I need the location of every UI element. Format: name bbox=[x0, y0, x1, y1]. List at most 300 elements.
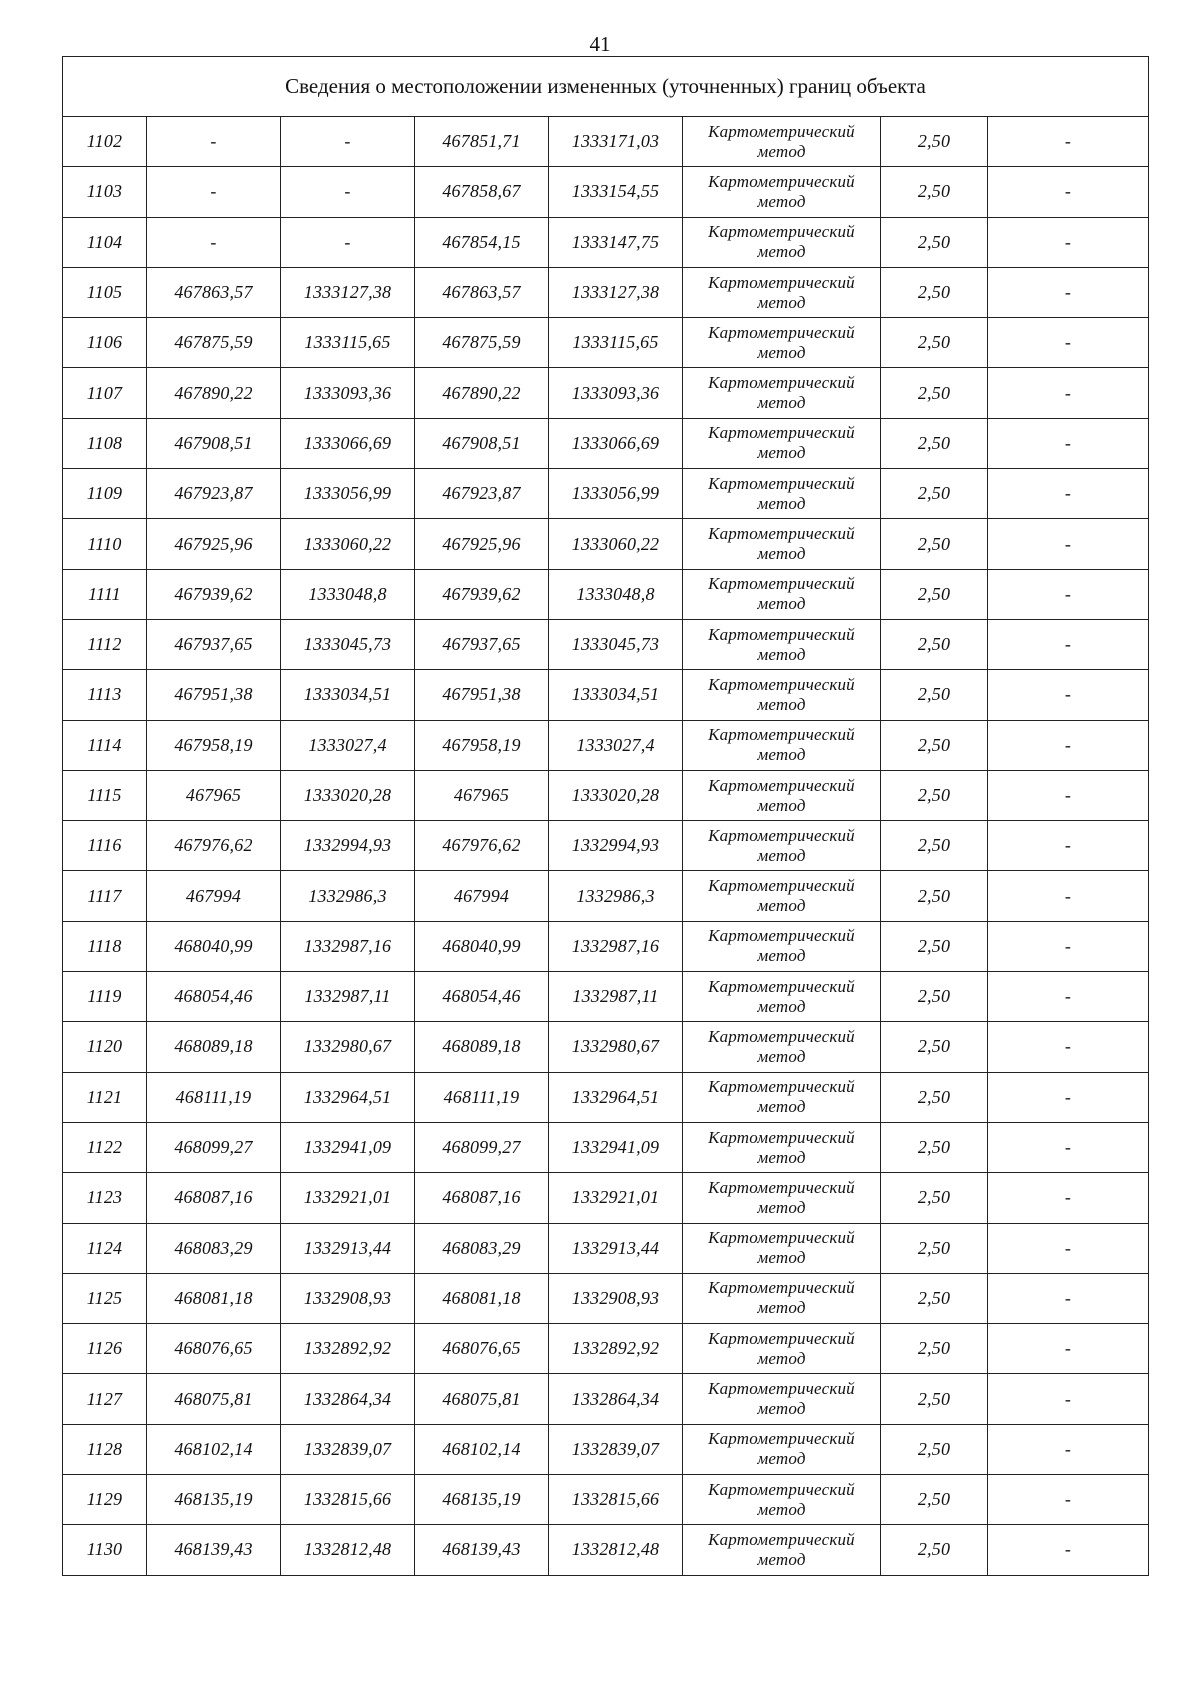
note-cell: - bbox=[988, 368, 1149, 418]
y-old-cell: 1333048,8 bbox=[281, 569, 415, 619]
method-line-1: Картометрический bbox=[708, 1228, 855, 1248]
table-row bbox=[63, 1525, 1149, 1575]
method-line-1: Картометрический bbox=[708, 1529, 855, 1549]
y-old-cell: 1333027,4 bbox=[281, 720, 415, 770]
y-new-cell: 1333060,22 bbox=[549, 519, 683, 569]
note-cell: - bbox=[988, 217, 1149, 267]
accuracy-cell: 2,50 bbox=[881, 117, 988, 167]
y-new-cell: 1333154,55 bbox=[549, 167, 683, 217]
method-line-2: метод bbox=[757, 191, 806, 211]
x-new-cell: 468087,16 bbox=[415, 1173, 549, 1223]
accuracy-cell: 2,50 bbox=[881, 770, 988, 820]
table-header-row bbox=[63, 57, 1149, 117]
x-old-cell: 467965 bbox=[147, 770, 281, 820]
method-cell bbox=[683, 418, 881, 468]
point-number-cell: 1129 bbox=[63, 1475, 147, 1525]
table-row bbox=[63, 167, 1149, 217]
x-new-cell: 468083,29 bbox=[415, 1223, 549, 1273]
method-cell bbox=[683, 770, 881, 820]
method-line-1: Картометрический bbox=[708, 1077, 855, 1097]
method-line-2: метод bbox=[757, 845, 806, 865]
x-new-cell: 468076,65 bbox=[415, 1324, 549, 1374]
y-old-cell: 1332815,66 bbox=[281, 1475, 415, 1525]
y-old-cell: - bbox=[281, 167, 415, 217]
method-line-1: Картометрический bbox=[708, 1278, 855, 1298]
note-cell: - bbox=[988, 1374, 1149, 1424]
point-number-cell: 1130 bbox=[63, 1525, 147, 1575]
x-old-cell: 468054,46 bbox=[147, 972, 281, 1022]
note-cell: - bbox=[988, 770, 1149, 820]
note-cell: - bbox=[988, 972, 1149, 1022]
method-line-2: метод bbox=[757, 1499, 806, 1519]
accuracy-cell: 2,50 bbox=[881, 1173, 988, 1223]
method-line-1: Картометрический bbox=[708, 1328, 855, 1348]
point-number-cell: 1117 bbox=[63, 871, 147, 921]
method-cell bbox=[683, 1223, 881, 1273]
method-line-1: Картометрический bbox=[708, 524, 855, 544]
y-new-cell: 1332864,34 bbox=[549, 1374, 683, 1424]
method-line-1: Картометрический bbox=[708, 976, 855, 996]
y-new-cell: 1333066,69 bbox=[549, 418, 683, 468]
y-old-cell: 1333045,73 bbox=[281, 619, 415, 669]
note-cell: - bbox=[988, 1424, 1149, 1474]
note-cell: - bbox=[988, 670, 1149, 720]
note-cell: - bbox=[988, 821, 1149, 871]
point-number-cell: 1120 bbox=[63, 1022, 147, 1072]
x-new-cell: 467976,62 bbox=[415, 821, 549, 871]
x-old-cell: 467923,87 bbox=[147, 469, 281, 519]
table-body bbox=[63, 57, 1149, 1576]
method-line-2: метод bbox=[757, 544, 806, 564]
note-cell: - bbox=[988, 569, 1149, 619]
table-row bbox=[63, 720, 1149, 770]
x-new-cell: 468102,14 bbox=[415, 1424, 549, 1474]
method-line-2: метод bbox=[757, 896, 806, 916]
table-row bbox=[63, 619, 1149, 669]
y-old-cell: 1332864,34 bbox=[281, 1374, 415, 1424]
y-old-cell: 1333034,51 bbox=[281, 670, 415, 720]
method-line-2: метод bbox=[757, 1298, 806, 1318]
y-old-cell: 1332921,01 bbox=[281, 1173, 415, 1223]
accuracy-cell: 2,50 bbox=[881, 1022, 988, 1072]
method-cell bbox=[683, 619, 881, 669]
x-old-cell: 467908,51 bbox=[147, 418, 281, 468]
point-number-cell: 1125 bbox=[63, 1273, 147, 1323]
y-old-cell: 1332964,51 bbox=[281, 1072, 415, 1122]
y-old-cell: 1332987,16 bbox=[281, 921, 415, 971]
x-new-cell: 467875,59 bbox=[415, 318, 549, 368]
note-cell: - bbox=[988, 519, 1149, 569]
method-line-2: метод bbox=[757, 996, 806, 1016]
x-old-cell: 467875,59 bbox=[147, 318, 281, 368]
accuracy-cell: 2,50 bbox=[881, 1525, 988, 1575]
x-new-cell: 468075,81 bbox=[415, 1374, 549, 1424]
y-new-cell: 1332908,93 bbox=[549, 1273, 683, 1323]
table-row bbox=[63, 267, 1149, 317]
accuracy-cell: 2,50 bbox=[881, 167, 988, 217]
y-old-cell: 1333115,65 bbox=[281, 318, 415, 368]
method-line-1: Картометрический bbox=[708, 1429, 855, 1449]
x-old-cell: 468135,19 bbox=[147, 1475, 281, 1525]
x-new-cell: 468111,19 bbox=[415, 1072, 549, 1122]
method-line-1: Картометрический bbox=[708, 222, 855, 242]
y-new-cell: 1332987,16 bbox=[549, 921, 683, 971]
method-cell bbox=[683, 217, 881, 267]
table-row bbox=[63, 217, 1149, 267]
method-cell bbox=[683, 1072, 881, 1122]
y-new-cell: 1332921,01 bbox=[549, 1173, 683, 1223]
method-line-2: метод bbox=[757, 745, 806, 765]
method-cell bbox=[683, 117, 881, 167]
x-old-cell: 468099,27 bbox=[147, 1122, 281, 1172]
x-old-cell: 467951,38 bbox=[147, 670, 281, 720]
method-line-2: метод bbox=[757, 1097, 806, 1117]
y-old-cell: 1333060,22 bbox=[281, 519, 415, 569]
method-line-2: метод bbox=[757, 141, 806, 161]
x-old-cell: 468111,19 bbox=[147, 1072, 281, 1122]
y-new-cell: 1333115,65 bbox=[549, 318, 683, 368]
note-cell: - bbox=[988, 720, 1149, 770]
table-row bbox=[63, 1173, 1149, 1223]
point-number-cell: 1105 bbox=[63, 267, 147, 317]
method-line-1: Картометрический bbox=[708, 725, 855, 745]
point-number-cell: 1108 bbox=[63, 418, 147, 468]
y-new-cell: 1333171,03 bbox=[549, 117, 683, 167]
accuracy-cell: 2,50 bbox=[881, 619, 988, 669]
method-cell bbox=[683, 821, 881, 871]
method-line-1: Картометрический bbox=[708, 1177, 855, 1197]
x-old-cell: 468087,16 bbox=[147, 1173, 281, 1223]
accuracy-cell: 2,50 bbox=[881, 1324, 988, 1374]
method-cell bbox=[683, 267, 881, 317]
point-number-cell: 1126 bbox=[63, 1324, 147, 1374]
note-cell: - bbox=[988, 1475, 1149, 1525]
method-line-2: метод bbox=[757, 242, 806, 262]
point-number-cell: 1111 bbox=[63, 569, 147, 619]
y-new-cell: 1333048,8 bbox=[549, 569, 683, 619]
y-new-cell: 1333045,73 bbox=[549, 619, 683, 669]
y-new-cell: 1332839,07 bbox=[549, 1424, 683, 1474]
method-cell bbox=[683, 318, 881, 368]
method-line-2: метод bbox=[757, 1549, 806, 1569]
accuracy-cell: 2,50 bbox=[881, 569, 988, 619]
table-row bbox=[63, 519, 1149, 569]
accuracy-cell: 2,50 bbox=[881, 1223, 988, 1273]
method-line-2: метод bbox=[757, 443, 806, 463]
table-row bbox=[63, 368, 1149, 418]
method-line-2: метод bbox=[757, 342, 806, 362]
method-cell bbox=[683, 1173, 881, 1223]
note-cell: - bbox=[988, 418, 1149, 468]
x-new-cell: 467890,22 bbox=[415, 368, 549, 418]
accuracy-cell: 2,50 bbox=[881, 1475, 988, 1525]
accuracy-cell: 2,50 bbox=[881, 972, 988, 1022]
x-old-cell: 468102,14 bbox=[147, 1424, 281, 1474]
x-new-cell: 468054,46 bbox=[415, 972, 549, 1022]
point-number-cell: 1116 bbox=[63, 821, 147, 871]
x-new-cell: 467937,65 bbox=[415, 619, 549, 669]
x-new-cell: 467958,19 bbox=[415, 720, 549, 770]
table-row bbox=[63, 1122, 1149, 1172]
y-old-cell: 1333066,69 bbox=[281, 418, 415, 468]
method-cell bbox=[683, 1374, 881, 1424]
x-old-cell: 468081,18 bbox=[147, 1273, 281, 1323]
method-line-1: Картометрический bbox=[708, 876, 855, 896]
table-row bbox=[63, 821, 1149, 871]
x-new-cell: 467951,38 bbox=[415, 670, 549, 720]
x-new-cell: 467994 bbox=[415, 871, 549, 921]
x-old-cell: 467976,62 bbox=[147, 821, 281, 871]
x-old-cell: 468076,65 bbox=[147, 1324, 281, 1374]
method-cell bbox=[683, 569, 881, 619]
x-new-cell: 468099,27 bbox=[415, 1122, 549, 1172]
table-row bbox=[63, 871, 1149, 921]
x-old-cell: 468083,29 bbox=[147, 1223, 281, 1273]
x-new-cell: 467939,62 bbox=[415, 569, 549, 619]
y-new-cell: 1332986,3 bbox=[549, 871, 683, 921]
point-number-cell: 1102 bbox=[63, 117, 147, 167]
method-cell bbox=[683, 1022, 881, 1072]
accuracy-cell: 2,50 bbox=[881, 670, 988, 720]
y-new-cell: 1332994,93 bbox=[549, 821, 683, 871]
table-row bbox=[63, 921, 1149, 971]
x-old-cell: 467937,65 bbox=[147, 619, 281, 669]
y-new-cell: 1333027,4 bbox=[549, 720, 683, 770]
method-line-1: Картометрический bbox=[708, 674, 855, 694]
x-old-cell: 467925,96 bbox=[147, 519, 281, 569]
method-line-1: Картометрический bbox=[708, 322, 855, 342]
x-new-cell: 467965 bbox=[415, 770, 549, 820]
table-row bbox=[63, 1022, 1149, 1072]
point-number-cell: 1127 bbox=[63, 1374, 147, 1424]
point-number-cell: 1119 bbox=[63, 972, 147, 1022]
accuracy-cell: 2,50 bbox=[881, 720, 988, 770]
point-number-cell: 1107 bbox=[63, 368, 147, 418]
note-cell: - bbox=[988, 921, 1149, 971]
y-new-cell: 1333020,28 bbox=[549, 770, 683, 820]
method-line-2: метод bbox=[757, 493, 806, 513]
point-number-cell: 1122 bbox=[63, 1122, 147, 1172]
point-number-cell: 1124 bbox=[63, 1223, 147, 1273]
y-old-cell: 1332908,93 bbox=[281, 1273, 415, 1323]
table-row bbox=[63, 469, 1149, 519]
x-new-cell: 468081,18 bbox=[415, 1273, 549, 1323]
method-cell bbox=[683, 972, 881, 1022]
table-row bbox=[63, 418, 1149, 468]
y-old-cell: 1332980,67 bbox=[281, 1022, 415, 1072]
accuracy-cell: 2,50 bbox=[881, 368, 988, 418]
method-cell bbox=[683, 519, 881, 569]
y-new-cell: 1333056,99 bbox=[549, 469, 683, 519]
method-line-2: метод bbox=[757, 1348, 806, 1368]
x-new-cell: 468135,19 bbox=[415, 1475, 549, 1525]
y-new-cell: 1333093,36 bbox=[549, 368, 683, 418]
y-new-cell: 1333127,38 bbox=[549, 267, 683, 317]
x-new-cell: 467858,67 bbox=[415, 167, 549, 217]
x-new-cell: 468040,99 bbox=[415, 921, 549, 971]
note-cell: - bbox=[988, 1223, 1149, 1273]
y-new-cell: 1332987,11 bbox=[549, 972, 683, 1022]
y-old-cell: 1332986,3 bbox=[281, 871, 415, 921]
note-cell: - bbox=[988, 1324, 1149, 1374]
y-new-cell: 1332964,51 bbox=[549, 1072, 683, 1122]
accuracy-cell: 2,50 bbox=[881, 1424, 988, 1474]
method-cell bbox=[683, 1324, 881, 1374]
method-cell bbox=[683, 1475, 881, 1525]
method-line-1: Картометрический bbox=[708, 272, 855, 292]
method-line-1: Картометрический bbox=[708, 1379, 855, 1399]
x-old-cell: 467890,22 bbox=[147, 368, 281, 418]
table-row bbox=[63, 1324, 1149, 1374]
x-old-cell: 468139,43 bbox=[147, 1525, 281, 1575]
method-line-1: Картометрический bbox=[708, 1127, 855, 1147]
note-cell: - bbox=[988, 117, 1149, 167]
method-line-1: Картометрический bbox=[708, 473, 855, 493]
method-line-1: Картометрический bbox=[708, 423, 855, 443]
note-cell: - bbox=[988, 619, 1149, 669]
method-cell bbox=[683, 871, 881, 921]
y-old-cell: 1332941,09 bbox=[281, 1122, 415, 1172]
accuracy-cell: 2,50 bbox=[881, 318, 988, 368]
method-line-1: Картометрический bbox=[708, 1026, 855, 1046]
y-new-cell: 1333147,75 bbox=[549, 217, 683, 267]
method-line-2: метод bbox=[757, 1046, 806, 1066]
method-line-2: метод bbox=[757, 292, 806, 312]
accuracy-cell: 2,50 bbox=[881, 871, 988, 921]
note-cell: - bbox=[988, 1022, 1149, 1072]
y-new-cell: 1332980,67 bbox=[549, 1022, 683, 1072]
y-old-cell: 1333020,28 bbox=[281, 770, 415, 820]
point-number-cell: 1103 bbox=[63, 167, 147, 217]
accuracy-cell: 2,50 bbox=[881, 1122, 988, 1172]
note-cell: - bbox=[988, 871, 1149, 921]
point-number-cell: 1123 bbox=[63, 1173, 147, 1223]
method-cell bbox=[683, 469, 881, 519]
method-cell bbox=[683, 921, 881, 971]
method-cell bbox=[683, 368, 881, 418]
table-row bbox=[63, 1475, 1149, 1525]
x-new-cell: 467925,96 bbox=[415, 519, 549, 569]
x-old-cell: 468075,81 bbox=[147, 1374, 281, 1424]
accuracy-cell: 2,50 bbox=[881, 821, 988, 871]
method-line-2: метод bbox=[757, 1248, 806, 1268]
method-cell bbox=[683, 670, 881, 720]
note-cell: - bbox=[988, 1525, 1149, 1575]
y-old-cell: - bbox=[281, 217, 415, 267]
y-new-cell: 1332913,44 bbox=[549, 1223, 683, 1273]
y-old-cell: 1332839,07 bbox=[281, 1424, 415, 1474]
accuracy-cell: 2,50 bbox=[881, 1374, 988, 1424]
x-old-cell: - bbox=[147, 167, 281, 217]
note-cell: - bbox=[988, 267, 1149, 317]
method-line-2: метод bbox=[757, 393, 806, 413]
point-number-cell: 1115 bbox=[63, 770, 147, 820]
y-old-cell: - bbox=[281, 117, 415, 167]
x-new-cell: 467923,87 bbox=[415, 469, 549, 519]
x-new-cell: 467854,15 bbox=[415, 217, 549, 267]
method-line-1: Картометрический bbox=[708, 624, 855, 644]
point-number-cell: 1104 bbox=[63, 217, 147, 267]
method-line-2: метод bbox=[757, 594, 806, 614]
method-cell bbox=[683, 167, 881, 217]
table-row bbox=[63, 117, 1149, 167]
y-old-cell: 1333056,99 bbox=[281, 469, 415, 519]
note-cell: - bbox=[988, 469, 1149, 519]
x-old-cell: 468089,18 bbox=[147, 1022, 281, 1072]
y-old-cell: 1332892,92 bbox=[281, 1324, 415, 1374]
method-line-1: Картометрический bbox=[708, 373, 855, 393]
x-old-cell: 467863,57 bbox=[147, 267, 281, 317]
x-new-cell: 468089,18 bbox=[415, 1022, 549, 1072]
y-new-cell: 1333034,51 bbox=[549, 670, 683, 720]
method-line-1: Картометрический bbox=[708, 926, 855, 946]
method-cell bbox=[683, 720, 881, 770]
point-number-cell: 1110 bbox=[63, 519, 147, 569]
method-line-2: метод bbox=[757, 1449, 806, 1469]
note-cell: - bbox=[988, 1122, 1149, 1172]
method-line-2: метод bbox=[757, 946, 806, 966]
x-old-cell: 467994 bbox=[147, 871, 281, 921]
accuracy-cell: 2,50 bbox=[881, 1072, 988, 1122]
accuracy-cell: 2,50 bbox=[881, 267, 988, 317]
method-line-1: Картометрический bbox=[708, 171, 855, 191]
method-line-1: Картометрический bbox=[708, 825, 855, 845]
table-row bbox=[63, 1424, 1149, 1474]
y-old-cell: 1333127,38 bbox=[281, 267, 415, 317]
table-row bbox=[63, 972, 1149, 1022]
x-old-cell: - bbox=[147, 217, 281, 267]
method-line-1: Картометрический bbox=[708, 121, 855, 141]
y-old-cell: 1333093,36 bbox=[281, 368, 415, 418]
x-new-cell: 467851,71 bbox=[415, 117, 549, 167]
method-line-2: метод bbox=[757, 795, 806, 815]
point-number-cell: 1118 bbox=[63, 921, 147, 971]
table-row bbox=[63, 1072, 1149, 1122]
table-row bbox=[63, 569, 1149, 619]
y-new-cell: 1332815,66 bbox=[549, 1475, 683, 1525]
accuracy-cell: 2,50 bbox=[881, 418, 988, 468]
method-line-2: метод bbox=[757, 1147, 806, 1167]
method-line-2: метод bbox=[757, 1197, 806, 1217]
table-row bbox=[63, 770, 1149, 820]
method-cell bbox=[683, 1122, 881, 1172]
x-new-cell: 467908,51 bbox=[415, 418, 549, 468]
point-number-cell: 1128 bbox=[63, 1424, 147, 1474]
table-row bbox=[63, 670, 1149, 720]
point-number-cell: 1121 bbox=[63, 1072, 147, 1122]
accuracy-cell: 2,50 bbox=[881, 469, 988, 519]
table-row bbox=[63, 1273, 1149, 1323]
note-cell: - bbox=[988, 167, 1149, 217]
method-line-1: Картометрический bbox=[708, 1479, 855, 1499]
note-cell: - bbox=[988, 1273, 1149, 1323]
x-old-cell: 467958,19 bbox=[147, 720, 281, 770]
method-line-1: Картометрический bbox=[708, 775, 855, 795]
point-number-cell: 1109 bbox=[63, 469, 147, 519]
y-new-cell: 1332941,09 bbox=[549, 1122, 683, 1172]
table-row bbox=[63, 318, 1149, 368]
note-cell: - bbox=[988, 1072, 1149, 1122]
table-header: Сведения о местоположении измененных (уточненных) границ объекта bbox=[63, 57, 1149, 117]
method-line-2: метод bbox=[757, 694, 806, 714]
method-cell bbox=[683, 1424, 881, 1474]
accuracy-cell: 2,50 bbox=[881, 217, 988, 267]
table-row bbox=[63, 1223, 1149, 1273]
note-cell: - bbox=[988, 318, 1149, 368]
y-new-cell: 1332892,92 bbox=[549, 1324, 683, 1374]
point-number-cell: 1113 bbox=[63, 670, 147, 720]
accuracy-cell: 2,50 bbox=[881, 519, 988, 569]
